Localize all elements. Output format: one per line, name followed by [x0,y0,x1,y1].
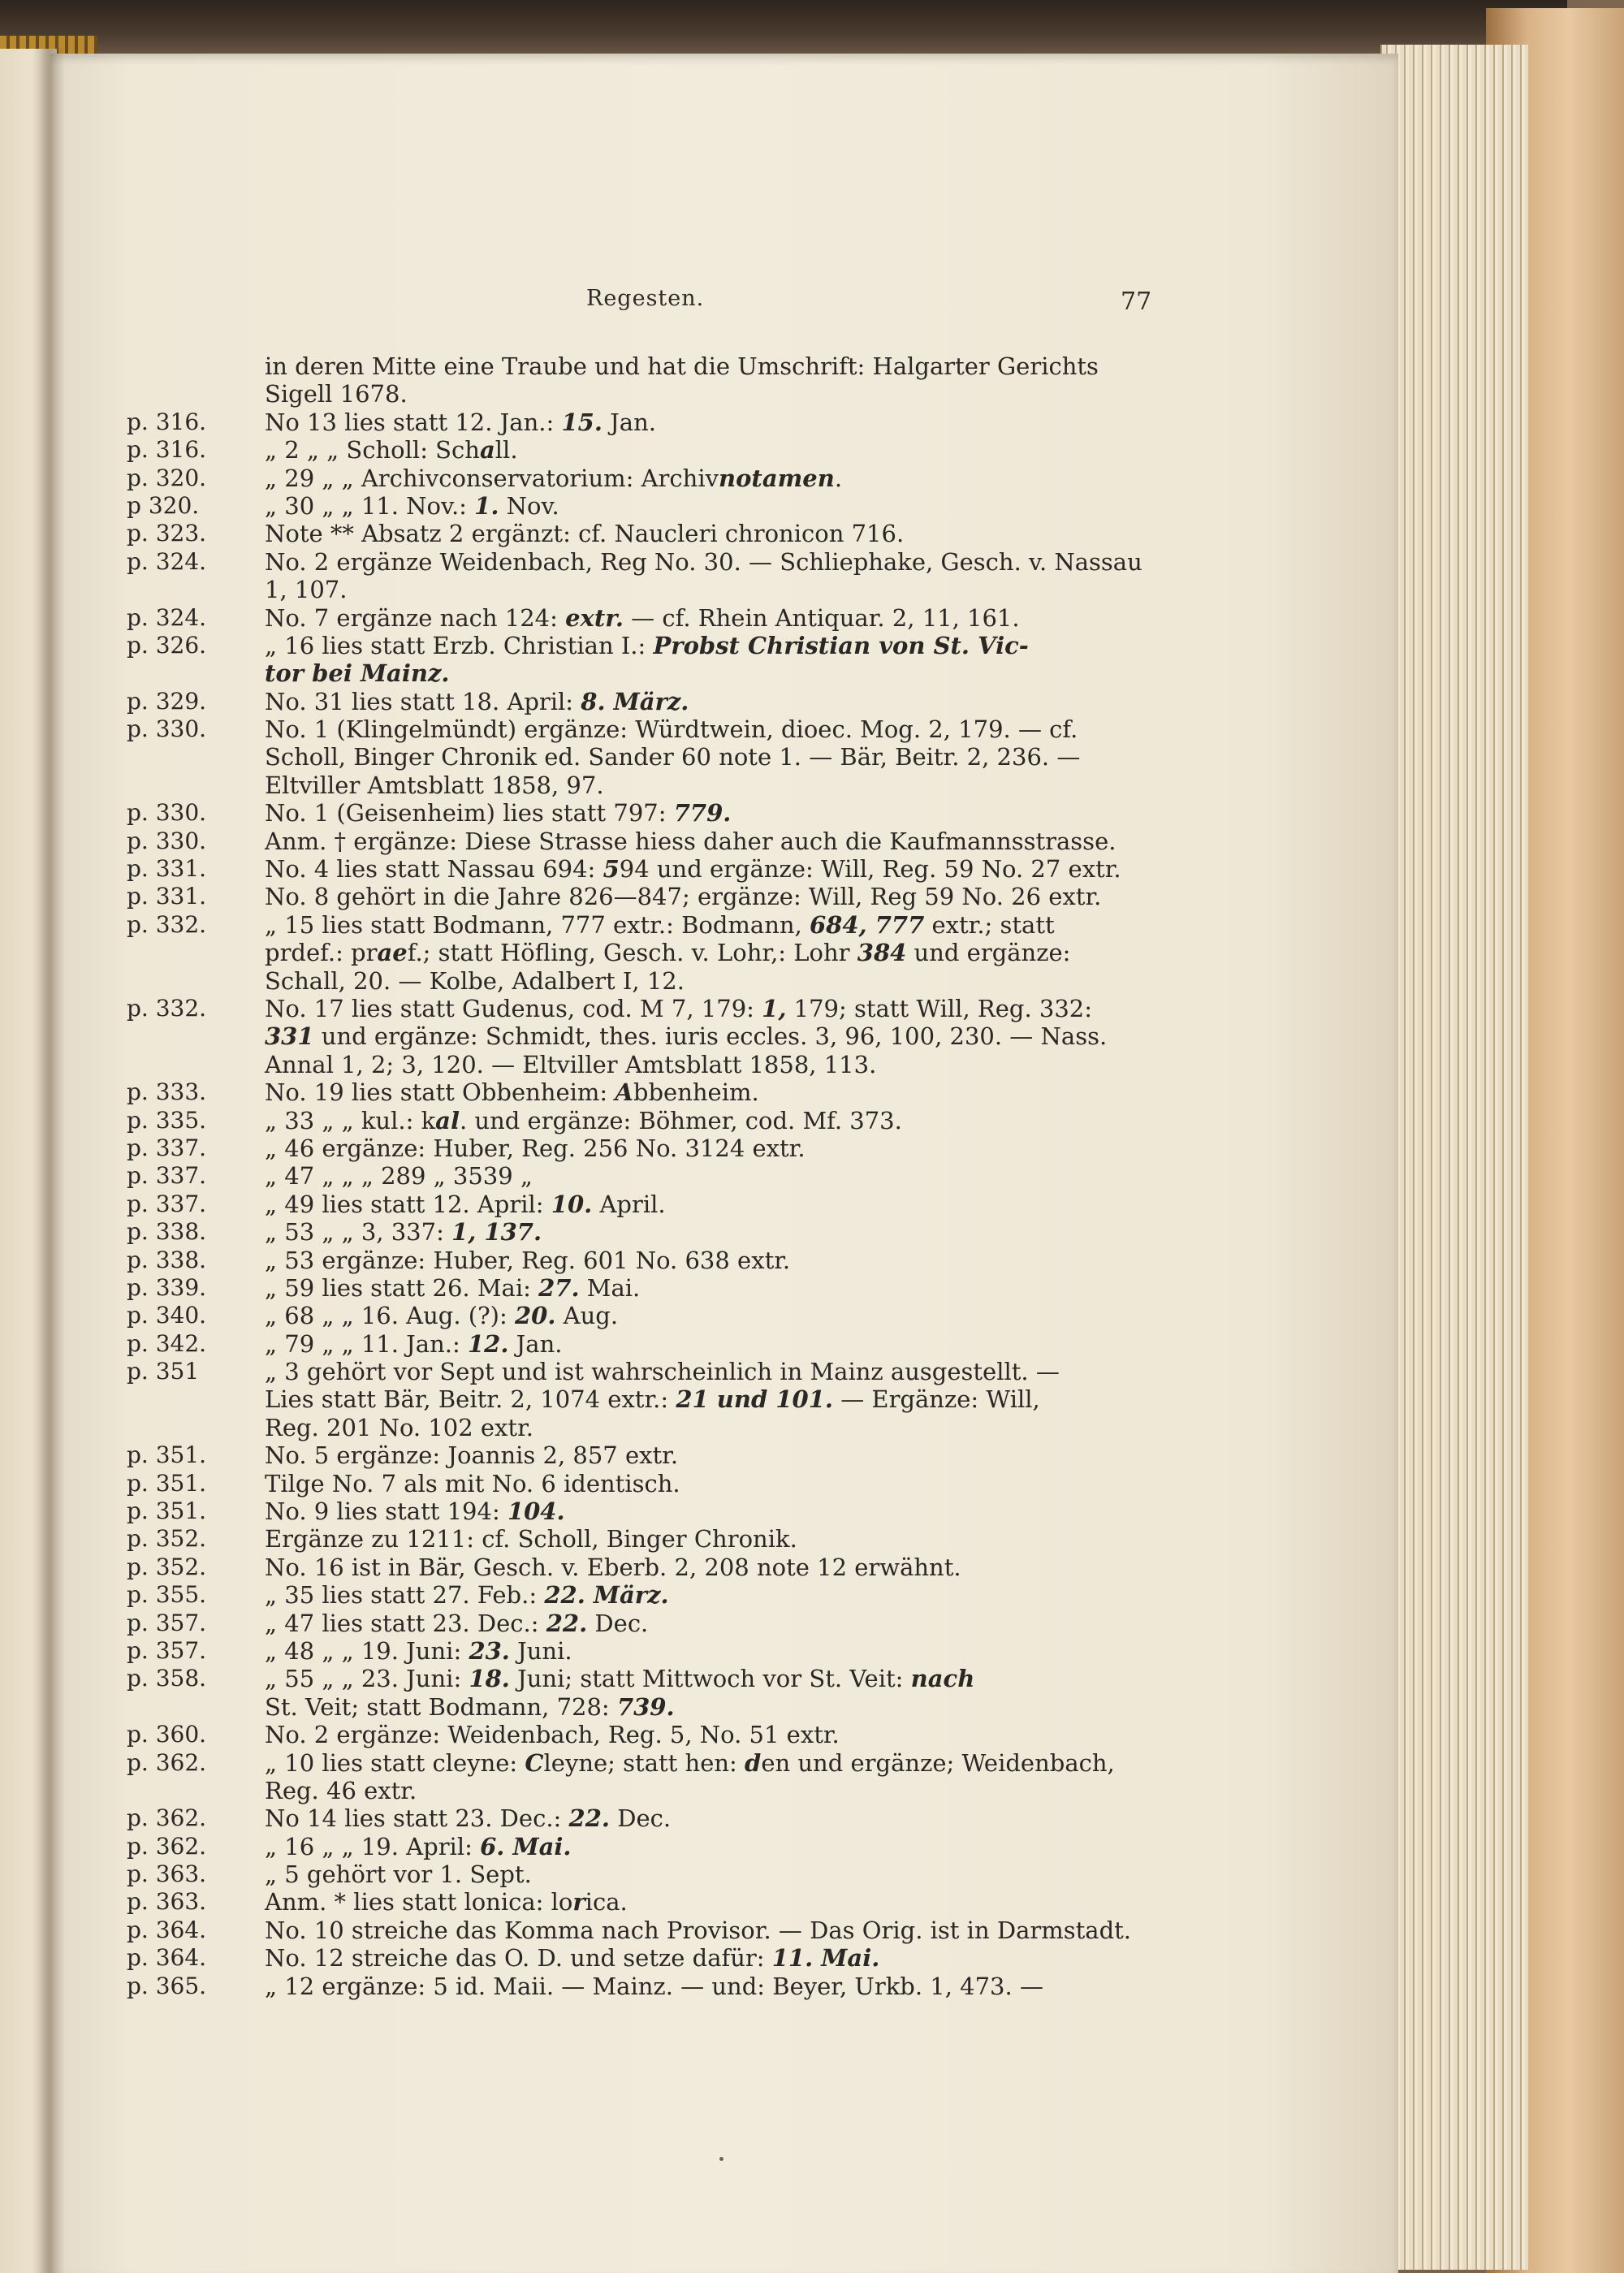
line-text: „ 5 gehört vor 1. Sept. [265,1860,532,1889]
text-run: Aug. [555,1302,619,1330]
line-text [265,1497,1215,1525]
text-run: Nov. [499,491,559,520]
line-text [265,1581,1215,1609]
errata-line [127,465,1215,492]
page-number: 77 [1121,287,1152,316]
errata-line [127,1497,1215,1525]
line-text [265,855,1215,883]
corrected-reading: al [435,1106,460,1134]
book-cover-top [0,0,1567,57]
corrected-reading: 10. [551,1190,593,1218]
line-text: Tilge No. 7 als mit No. 6 identisch. [265,1469,680,1497]
corrected-reading: 22. März. [544,1581,669,1610]
errata-line [127,1693,1215,1721]
corrected-reading: 12. [467,1329,509,1358]
errata-line [127,1833,1215,1860]
page-reference: p. 330. [127,715,207,743]
corrected-reading: 739. [616,1692,675,1721]
errata-line [127,1358,1215,1385]
errata-line [127,743,1215,771]
line-text [265,799,1215,827]
text-run: „ 48 „ „ 19. Juni: [265,1636,469,1665]
errata-line [127,632,1215,659]
line-text [265,1302,1215,1329]
line-text: „ 3 gehört vor Sept und ist wahrscheinlich in Mainz ausgestellt. — [265,1358,1060,1386]
line-text: No. 5 ergänze: Joannis 2, 857 extr. [265,1441,679,1470]
text-run: No. 9 lies statt 194: [265,1497,508,1526]
text-run: „ 53 „ „ 3, 337: [265,1218,452,1247]
corrected-reading: 22. [546,1609,588,1637]
page-reference: p. 332. [127,994,207,1022]
line-text: „ 47 „ „ „ 289 „ 3539 „ [265,1162,533,1191]
page-reference: p. 316. [127,436,207,464]
text-run: und ergänze: Schmidt, thes. iuris eccles. 3, 96, 100, 230. — Nass. [313,1022,1108,1051]
page-reference: p. 362. [127,1748,207,1776]
line-text [265,632,1215,659]
line-text [265,939,1215,966]
errata-line [127,1107,1215,1134]
page-reference: p. 324. [127,603,207,631]
line-text [265,408,1215,436]
corrected-reading: d [745,1748,762,1777]
page-reference: p. 330. [127,827,207,854]
line-text: Sigell 1678. [265,380,408,408]
line-text [265,1749,1215,1777]
corrected-reading: tor bei Mainz. [265,659,450,688]
errata-line [127,1022,1215,1050]
page-reference: p. 358. [127,1665,207,1692]
corrected-reading: r [572,1888,585,1916]
page-reference: p. 338. [127,1218,207,1246]
errata-line [127,1749,1215,1777]
page-reference: p. 316. [127,408,207,435]
corrected-reading: C [525,1748,544,1777]
page-reference: p 320. [127,491,200,519]
text-run: und ergänze: [906,939,1071,967]
line-text [265,1191,1215,1218]
errata-line [127,1554,1215,1581]
text-run: 179; statt Will, Reg. 332: [786,994,1093,1022]
corrected-reading: 8. März. [581,687,689,715]
errata-line [127,799,1215,827]
gutter-shadow [32,49,65,2273]
text-run: St. Veit; statt Bodmann, 728: [265,1692,617,1721]
errata-line [127,576,1215,603]
text-run: . und ergänze: Böhmer, cod. Mf. 373. [459,1106,902,1134]
corrected-reading: A [615,1078,633,1107]
errata-line [127,1162,1215,1190]
line-text [265,1274,1215,1302]
text-run: Jan. [508,1329,563,1358]
line-text: No. 16 ist in Bär, Gesch. v. Eberb. 2, 208 note 12 erwähnt. [265,1553,961,1581]
text-run: No 14 lies statt 23. Dec.: [265,1804,569,1833]
errata-line [127,1665,1215,1692]
line-text [265,1218,1215,1246]
page-reference: p. 352. [127,1553,207,1580]
text-run: ll. [495,436,518,465]
errata-line [127,688,1215,715]
errata-line [127,1525,1215,1553]
line-text [265,1944,1215,1972]
errata-line [127,436,1215,464]
text-run: No. 12 streiche das O. D. und setze dafür: [265,1944,772,1973]
line-text [265,1637,1215,1665]
text-run: Anm. * lies statt lonica: lo [265,1888,573,1916]
text-run: bbenheim. [633,1078,759,1107]
text-run: — Ergänze: Will, [832,1385,1040,1414]
text-run: No. 17 lies statt Gudenus, cod. M 7, 179: [265,994,762,1022]
text-run: „ 47 lies statt 23. Dec.: [265,1609,546,1637]
errata-line [127,1888,1215,1916]
page-reference: p. 357. [127,1636,207,1664]
corrected-reading: 1, 137. [451,1218,542,1247]
page-reference: p. 352. [127,1525,207,1553]
line-text [265,688,1215,715]
line-text [265,604,1215,632]
page-reference: p. 337. [127,1190,207,1217]
line-text: 1, 107. [265,576,348,604]
text-run: „ 10 lies statt cleyne: [265,1748,525,1777]
errata-line [127,1247,1215,1274]
line-text: No. 2 ergänze: Weidenbach, Reg. 5, No. 51 extr. [265,1721,840,1749]
errata-line [127,1777,1215,1804]
corrected-reading: 23. [469,1636,510,1665]
page-stack [1380,45,1528,2270]
line-text: „ 53 ergänze: Huber, Reg. 601 No. 638 extr. [265,1246,791,1274]
page-reference: p. 340. [127,1302,207,1329]
text-run: . [834,464,843,492]
text-run: „ 2 „ „ Scholl: Sch [265,436,480,465]
text-run: „ 15 lies statt Bodmann, 777 extr.: Bodmann, [265,910,810,939]
text-run: leyne; statt hen: [543,1748,745,1777]
line-text [265,436,1215,464]
text-run: „ 30 „ „ 11. Nov.: [265,491,475,520]
corrected-reading: 20. [514,1302,556,1330]
corrected-reading: 684, 777 [809,910,925,939]
errata-line [127,492,1215,520]
page-reference: p. 323. [127,520,207,547]
errata-line [127,604,1215,632]
line-text [265,1888,1215,1916]
errata-line [127,1581,1215,1609]
text-run: 94 und ergänze: Will, Reg. 59 No. 27 extr. [619,855,1121,884]
corrected-reading: 1. [474,491,499,520]
text-run: No. 31 lies statt 18. April: [265,687,581,715]
corrected-reading: 21 und 101. [676,1385,833,1414]
line-text: Schall, 20. — Kolbe, Adalbert I, 12. [265,966,685,995]
text-run: Mai. [579,1273,641,1302]
text-run: Dec. [587,1609,649,1637]
errata-line [127,659,1215,687]
errata-line [127,1330,1215,1358]
corrected-reading: nach [910,1665,975,1693]
errata-line [127,1973,1215,2000]
page-reference: p. 329. [127,687,207,715]
book-page [50,54,1398,2273]
text-run: extr.; statt [924,910,1055,939]
line-text: No. 10 streiche das Komma nach Provisor. — Das Orig. ist in Darmstadt. [265,1916,1132,1944]
line-text [265,492,1215,520]
errata-line [127,1191,1215,1218]
line-text: „ 46 ergänze: Huber, Reg. 256 No. 3124 extr. [265,1134,806,1162]
line-text: Ergänze zu 1211: cf. Scholl, Binger Chronik. [265,1525,797,1554]
line-text: Anm. † ergänze: Diese Strasse hiess daher auch die Kaufmannsstrasse. [265,827,1116,855]
errata-line [127,1916,1215,1944]
corrected-reading: extr. [565,603,624,632]
page-reference: p. 337. [127,1162,207,1190]
corrected-reading: 22. [568,1804,610,1833]
corrected-reading: a [479,436,495,465]
corrected-reading: 5 [603,855,620,884]
page-reference: p. 331. [127,883,207,910]
page-reference: p. 363. [127,1888,207,1916]
line-text: Note ** Absatz 2 ergänzt: cf. Naucleri chronicon 716. [265,520,905,548]
running-title: Regesten. [586,286,705,311]
corrected-reading: 6. Mai. [480,1832,572,1860]
corrected-reading: ae [377,939,408,967]
text-run: „ 16 „ „ 19. April: [265,1832,481,1860]
line-text [265,995,1215,1022]
line-text: No. 8 gehört in die Jahre 826—847; ergänze: Will, Reg 59 No. 26 extr. [265,883,1102,911]
line-text [265,659,1215,687]
text-run: No. 1 (Geisenheim) lies statt 797: [265,799,674,828]
line-text: Scholl, Binger Chronik ed. Sander 60 note 1. — Bär, Beitr. 2, 236. — [265,743,1081,771]
errata-line [127,828,1215,855]
text-run: f.; statt Höfling, Gesch. v. Lohr,: Lohr [407,939,857,967]
errata-line [127,1441,1215,1469]
page-reference: p. 364. [127,1916,207,1943]
line-text: „ 12 ergänze: 5 id. Maii. — Mainz. — und: Beyer, Urkb. 1, 473. — [265,1972,1043,2000]
text-run: Juni; statt Mittwoch vor St. Veit: [509,1665,911,1693]
corrected-reading: Probst Christian von St. Vic- [653,631,1029,659]
text-run: No 13 lies statt 12. Jan.: [265,408,562,436]
text-run: „ 79 „ „ 11. Jan.: [265,1329,468,1358]
text-run: Dec. [610,1804,672,1833]
page-reference: p. 331. [127,855,207,883]
corrected-reading: 18. [469,1665,510,1693]
text-run: April. [592,1190,666,1218]
text-run: „ 35 lies statt 27. Feb.: [265,1581,545,1610]
text-run: „ 59 lies statt 26. Mai: [265,1273,539,1302]
line-text [265,1693,1215,1721]
page-reference: p. 338. [127,1246,207,1273]
page-reference: p. 342. [127,1329,207,1357]
corrected-reading: 331 [265,1022,314,1051]
errata-line [127,771,1215,799]
errata-list [127,352,1215,2000]
text-run: „ 33 „ „ kul.: k [265,1106,436,1134]
page-reference: p. 337. [127,1134,207,1161]
errata-line [127,408,1215,436]
page-reference: p. 339. [127,1273,207,1301]
errata-line [127,1860,1215,1888]
page-reference: p. 351. [127,1469,207,1497]
line-text: Reg. 201 No. 102 extr. [265,1413,533,1441]
text-run: „ 55 „ „ 23. Juni: [265,1665,469,1693]
errata-line [127,1804,1215,1832]
line-text [265,1078,1215,1106]
page-reference: p. 357. [127,1609,207,1636]
text-run: „ 68 „ „ 16. Aug. (?): [265,1302,515,1330]
line-text [265,1107,1215,1134]
line-text: No. 2 ergänze Weidenbach, Reg No. 30. — Schliephake, Gesch. v. Nassau [265,547,1142,576]
page-reference: p. 363. [127,1860,207,1888]
text-run: Lies statt Bär, Beitr. 2, 1074 extr.: [265,1385,676,1414]
errata-line [127,1134,1215,1162]
errata-line [127,1218,1215,1246]
text-run: No. 19 lies statt Obbenheim: [265,1078,615,1107]
errata-line [127,548,1215,576]
errata-line [127,1414,1215,1441]
page-reference: p. 324. [127,547,207,575]
errata-line [127,1610,1215,1637]
line-text: No. 1 (Klingelmündt) ergänze: Würdtwein, dioec. Mog. 2, 179. — cf. [265,715,1078,744]
page-reference: p. 333. [127,1078,207,1106]
page-reference: p. 365. [127,1972,207,1999]
errata-line [127,1385,1215,1413]
page-reference: p. 320. [127,464,207,491]
page-reference: p. 332. [127,910,207,938]
page-reference: p. 355. [127,1581,207,1609]
errata-line [127,1051,1215,1078]
page-reference: p. 351. [127,1441,207,1469]
page-reference: p. 360. [127,1721,207,1748]
text-run: Juni. [509,1636,572,1665]
errata-line [127,911,1215,939]
errata-line [127,1470,1215,1497]
errata-line [127,1944,1215,1972]
text-run: ica. [585,1888,628,1916]
line-text: Annal 1, 2; 3, 120. — Eltviller Amtsblatt 1858, 113. [265,1050,877,1078]
line-text [265,1665,1215,1692]
errata-line [127,1302,1215,1329]
text-run: No. 4 lies statt Nassau 694: [265,855,603,884]
page-reference: p. 351. [127,1497,207,1525]
line-text [265,1833,1215,1860]
page-reference: p. 364. [127,1944,207,1972]
text-run: „ 16 lies statt Erzb. Christian I.: [265,631,654,659]
page-reference: p. 362. [127,1832,207,1860]
page-speck [719,2157,723,2161]
errata-line [127,855,1215,883]
page-reference: p. 326. [127,631,207,659]
line-text [265,911,1215,939]
page-reference: p. 335. [127,1106,207,1134]
errata-line [127,967,1215,995]
errata-line [127,1274,1215,1302]
line-text [265,465,1215,492]
text-run: — cf. Rhein Antiquar. 2, 11, 161. [623,603,1020,632]
corrected-reading: 384 [857,939,907,967]
text-run: en und ergänze; Weidenbach, [761,1748,1115,1777]
text-run: Jan. [602,408,656,436]
errata-line [127,380,1215,408]
text-run: prdef.: pr [265,939,378,967]
errata-line [127,1721,1215,1748]
text-run: „ 49 lies statt 12. April: [265,1190,551,1218]
errata-line [127,1078,1215,1106]
line-text [265,1385,1215,1413]
errata-line [127,520,1215,547]
errata-line [127,939,1215,966]
line-text [265,1804,1215,1832]
page-reference: p. 362. [127,1804,207,1832]
corrected-reading: notamen [719,464,835,492]
corrected-reading: 15. [561,408,603,436]
line-text: Eltviller Amtsblatt 1858, 97. [265,771,604,799]
corrected-reading: 1, [762,994,787,1022]
errata-line [127,995,1215,1022]
errata-line [127,1637,1215,1665]
errata-line [127,883,1215,910]
line-text [265,1022,1215,1050]
corrected-reading: 779. [673,799,732,828]
line-text [265,1330,1215,1358]
corrected-reading: 104. [507,1497,565,1526]
line-text [265,1610,1215,1637]
text-run: „ 29 „ „ Archivconservatorium: Archiv [265,464,719,492]
errata-line [127,715,1215,743]
line-text: in deren Mitte eine Traube und hat die Umschrift: Halgarter Gerichts [265,352,1099,380]
corrected-reading: 27. [538,1273,580,1302]
text-run: No. 7 ergänze nach 124: [265,603,566,632]
corrected-reading: 11. Mai. [771,1944,880,1973]
page-reference: p. 330. [127,799,207,827]
line-text: Reg. 46 extr. [265,1776,417,1804]
errata-line [127,352,1215,380]
page-reference: p. 351 [127,1358,200,1385]
